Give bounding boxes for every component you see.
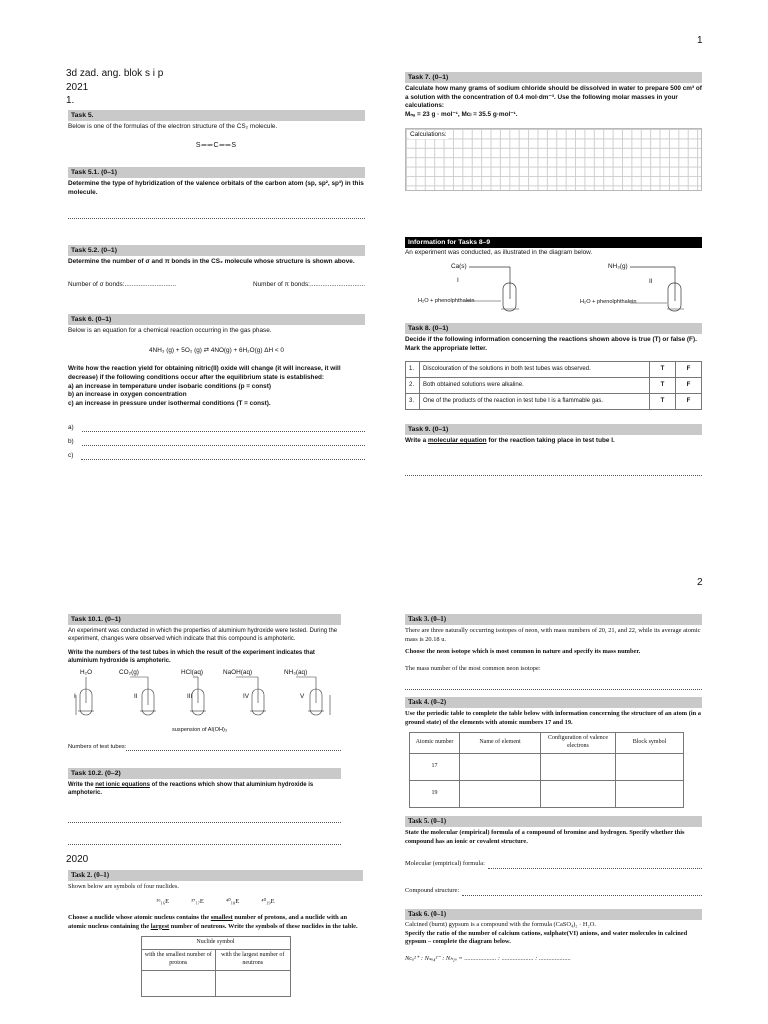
- answer-cell[interactable]: [460, 753, 541, 780]
- task-5-title: Task 5.: [68, 110, 365, 121]
- reaction-equation: 4NH₃ (g) + 5O₂ (g) ⇄ 4NO(g) + 6H₂O(g) ΔH < 0: [149, 346, 284, 354]
- task-2-text: Shown below are symbols of four nuclides.: [68, 883, 179, 890]
- atomic-number: 19: [410, 780, 460, 807]
- ratio-field[interactable]: Nᴄₐ²⁺ : Nₛₒ₄²⁻ : Nₕ₂ₒ = .................... : .................... : ....................: [405, 954, 571, 962]
- answer-line-1[interactable]: [68, 815, 341, 823]
- task-10-1-title: Task 10.1. (0–1): [68, 614, 341, 625]
- tube-number: III: [187, 693, 193, 701]
- header-line-3: 1.: [66, 95, 75, 106]
- task-10-2-block: [68, 768, 341, 845]
- task-5-1-text: Determine the type of hybridization of the valence orbitals of the carbon atom (sp, sp², sp³) in this molecule.: [68, 180, 364, 196]
- table-row: [410, 780, 684, 807]
- task-5b-text: State the molecular (empirical) formula of a compound of bromine and hydrogen. Specify whether this compound has an ionic or covalent structure.: [405, 829, 685, 845]
- false-option[interactable]: F: [676, 378, 702, 394]
- task-6b-text: Calcined (burnt) gypsum is a compound with the formula (CaSO₄)₂ · H₂O.: [405, 921, 596, 928]
- reagent-ca: Ca(s): [451, 263, 467, 270]
- task-3-question: Choose the neon isotope which is most common in nature and specify its mass number.: [405, 648, 641, 656]
- row-number: 2.: [406, 378, 420, 394]
- task-5-2-block: [68, 245, 365, 289]
- element-table: [409, 732, 684, 808]
- calculation-grid[interactable]: [405, 128, 702, 191]
- task-10-1-text: An experiment was conducted in which the properties of aluminium hydroxide were tested. During the experiment, changes were observed which indicate that this compound is amphoteric.: [68, 628, 338, 643]
- reagent-label: NaOH(aq): [223, 669, 253, 677]
- answer-cell[interactable]: [541, 753, 616, 780]
- nuclide-table: [141, 936, 291, 996]
- task-2-title: Task 2. (0–1): [68, 870, 363, 881]
- true-option[interactable]: T: [650, 378, 676, 394]
- task-6b-block: [405, 909, 702, 964]
- task-4-block: [405, 697, 702, 808]
- task-6-question: Write how the reaction yield for obtaining nitric(II) oxide will change (it will increase, it will decrease) if the following conditions occur after the equilibrium state is established:: [68, 365, 341, 381]
- answer-line-2[interactable]: [68, 837, 341, 845]
- task-5b-title: Task 5. (0–1): [405, 816, 702, 827]
- atomic-number: 17: [410, 753, 460, 780]
- task-2-block: [68, 870, 363, 997]
- task-10-2-title: Task 10.2. (0–2): [68, 768, 341, 779]
- tube-numbers-label: Numbers of test tubes:: [68, 743, 127, 750]
- task-4-title: Task 4. (0–2): [405, 697, 702, 708]
- answer-line[interactable]: [405, 468, 702, 476]
- answer-c-label: c): [68, 451, 74, 459]
- task-5b-block: [405, 816, 702, 896]
- task-5-2-title: Task 5.2. (0–1): [68, 245, 365, 256]
- task-5-block: [68, 110, 365, 150]
- structure-field[interactable]: [462, 888, 702, 896]
- answer-c-line[interactable]: [81, 452, 365, 460]
- mass-number-label: The mass number of the most common neon isotope:: [405, 664, 541, 672]
- task-5-text: Below is one of the formulas of the electron structure of the CS₂ molecule.: [68, 123, 278, 130]
- answer-cell[interactable]: [616, 780, 684, 807]
- task-6b-question: Specify the ratio of the number of calcium cations, sulphate(VI) anions, and water molecules in calcined gypsum – complete the diagram below.: [405, 929, 688, 946]
- nuclide-symbols: [68, 898, 363, 906]
- column-header: with the largest number of neutrons: [216, 950, 291, 971]
- aluminium-hydroxide-diagram: [68, 669, 341, 737]
- suspension-label: suspension of Al(OH)₃: [172, 727, 228, 734]
- structure-label: Compound structure:: [405, 886, 460, 894]
- task-10-1-question: Write the numbers of the test tubes in which the result of the experiment indicates that aluminium hydroxide is amphoteric.: [68, 650, 315, 665]
- task-9-block: [405, 424, 702, 476]
- task-4-text: Use the periodic table to complete the table below with information concerning the structure of an atom (in a ground state) of the elements with atomic numbers 17 and 19.: [405, 710, 701, 726]
- year-2020: 2020: [66, 854, 89, 865]
- page-number: 2: [697, 577, 703, 588]
- condition-c: c) an increase in pressure under isothermal conditions (T = const).: [68, 399, 271, 407]
- solution-label-1: H₂O + phenolphthalein: [418, 298, 475, 304]
- reagent-label: H₂O: [80, 669, 93, 677]
- true-option[interactable]: T: [650, 394, 676, 410]
- task-10-2-text: Write the net ionic equations of the reactions which show that aluminium hydroxide is amphoteric.: [68, 782, 314, 797]
- statement: Discolouration of the solutions in both test tubes was observed.: [420, 362, 650, 378]
- header-line-2: 2021: [66, 81, 89, 93]
- task-2-question: Choose a nuclide whose atomic nucleus contains the smallest number of protons, and a nuclide with an atomic nucleus containing the largest number of neutrons. Write the symbols of these nuclides in the table.: [68, 914, 358, 930]
- doc-header: [66, 67, 163, 108]
- answer-line[interactable]: [68, 211, 365, 219]
- answer-a-line[interactable]: [82, 424, 365, 432]
- experiment-diagram: [405, 237, 702, 319]
- task-6-text: Below is an equation for a chemical reaction occurring in the gas phase.: [68, 327, 272, 334]
- solution-label-2: H₂O + phenolphthalein: [580, 299, 637, 305]
- task-9-title: Task 9. (0–1): [405, 424, 702, 435]
- row-number: 3.: [406, 394, 420, 410]
- column-header: with the smallest number of protons: [141, 950, 216, 971]
- nuclide-symbol: ³⁷₁₇E: [191, 897, 204, 905]
- page-number: 1: [697, 35, 703, 46]
- cs2-formula: S══C══S: [195, 141, 238, 149]
- column-header: Atomic number: [410, 733, 460, 754]
- nuclide-symbol: ³⁶₁₆E: [156, 897, 170, 905]
- nuclide-symbol: ⁴⁰₁₈E: [225, 897, 240, 905]
- tube-number: IV: [243, 693, 250, 701]
- sigma-bonds-field[interactable]: Number of σ bonds:.............................: [68, 280, 177, 288]
- task-10-1-block: [68, 614, 341, 751]
- info-8-9-block: [405, 237, 702, 319]
- answer-b-label: b): [68, 437, 74, 445]
- false-option[interactable]: F: [676, 394, 702, 410]
- table-row: [410, 753, 684, 780]
- answer-cell[interactable]: [141, 970, 216, 996]
- tube-number: V: [300, 693, 305, 701]
- task-6b-title: Task 6. (0–1): [405, 909, 702, 920]
- table-row: [406, 362, 702, 378]
- info-text: An experiment was conducted, as illustrated in the diagram below.: [405, 249, 593, 256]
- answer-cell[interactable]: [216, 970, 291, 996]
- column-header: Block symbol: [616, 733, 684, 754]
- answer-b-line[interactable]: [82, 438, 365, 446]
- column-header: Configuration of valence electrons: [541, 733, 616, 754]
- answer-cell[interactable]: [541, 780, 616, 807]
- task-5-1-title: Task 5.1. (0–1): [68, 167, 365, 178]
- tube-label-ii: II: [649, 278, 653, 285]
- task-3-text: There are three naturally occurring isotopes of neon, with mass numbers of 20, 21, and 22, while its average atomic mass is 20.18 u.: [405, 627, 701, 643]
- task-6-title: Task 6. (0–1): [68, 314, 365, 325]
- tube-numbers-field[interactable]: [126, 743, 341, 751]
- mass-number-field[interactable]: [405, 682, 702, 690]
- statement: One of the products of the reaction in test tube I is a flammable gas.: [420, 394, 650, 410]
- row-number: 1.: [406, 362, 420, 378]
- task-7-text: Calculate how many grams of sodium chloride should be dissolved in water to prepare 500 cm³ of a solution with the concentration of 0.4 mol·dm⁻³. Use the following molar masses in your calculations:: [405, 85, 702, 110]
- header-line-1: 3d zad. ang. blok s i p: [66, 68, 164, 79]
- table-row: [406, 394, 702, 410]
- task-3-block: [405, 614, 702, 690]
- task-3-title: Task 3. (0–1): [405, 614, 702, 625]
- true-option[interactable]: T: [650, 362, 676, 378]
- task-9-text: Write a molecular equation for the reaction taking place in test tube I.: [405, 437, 615, 444]
- table-row: [406, 378, 702, 394]
- true-false-table: [405, 361, 702, 410]
- formula-label: Molecular (empirical) formula:: [405, 860, 485, 868]
- answer-cell[interactable]: [616, 753, 684, 780]
- reagent-label: HCl(aq): [181, 669, 204, 677]
- reagent-nh3: NH₃(g): [608, 263, 628, 270]
- molar-masses: Mₙₐ = 23 g · mol⁻¹, Mᴄₗ = 35.5 g·mol⁻¹.: [405, 110, 518, 118]
- calculations-label: Calculations:: [410, 130, 447, 138]
- answer-a-label: a): [68, 423, 74, 431]
- statement: Both obtained solutions were alkaline.: [420, 378, 650, 394]
- tube-label-i: I: [457, 277, 459, 284]
- nuclide-symbol: ⁴⁰₁₉E: [261, 897, 275, 905]
- pi-bonds-field[interactable]: Number of π bonds:...............................: [252, 280, 365, 288]
- reagent-label: NH₃(aq): [284, 669, 308, 677]
- condition-b: b) an increase in oxygen concentration: [68, 391, 187, 399]
- reagent-label: CO₂(g): [119, 669, 139, 677]
- tube-number: II: [134, 693, 138, 701]
- task-7-block: [405, 72, 702, 191]
- task-8-text: Decide if the following information concerning the reactions shown above is true (T) or false (F). Mark the appropriate letter.: [405, 336, 697, 352]
- task-6-block: [68, 314, 365, 460]
- false-option[interactable]: F: [676, 362, 702, 378]
- condition-a: a) an increase in temperature under isobaric conditions (p = const): [68, 382, 271, 390]
- task-5-2-text: Determine the number of σ and π bonds in the CS₂ molecule whose structure is shown above.: [68, 258, 355, 265]
- tube-number: I: [74, 693, 76, 701]
- info-title: Information for Tasks 8–9: [405, 237, 702, 248]
- task-8-title: Task 8. (0–1): [405, 323, 702, 334]
- task-7-title: Task 7. (0–1): [405, 72, 702, 83]
- task-5-1-block: [68, 167, 365, 219]
- formula-field[interactable]: [488, 861, 702, 869]
- column-header: Name of element: [460, 733, 541, 754]
- table-header: Nuclide symbol: [141, 937, 290, 950]
- task-8-block: [405, 323, 702, 410]
- answer-cell[interactable]: [460, 780, 541, 807]
